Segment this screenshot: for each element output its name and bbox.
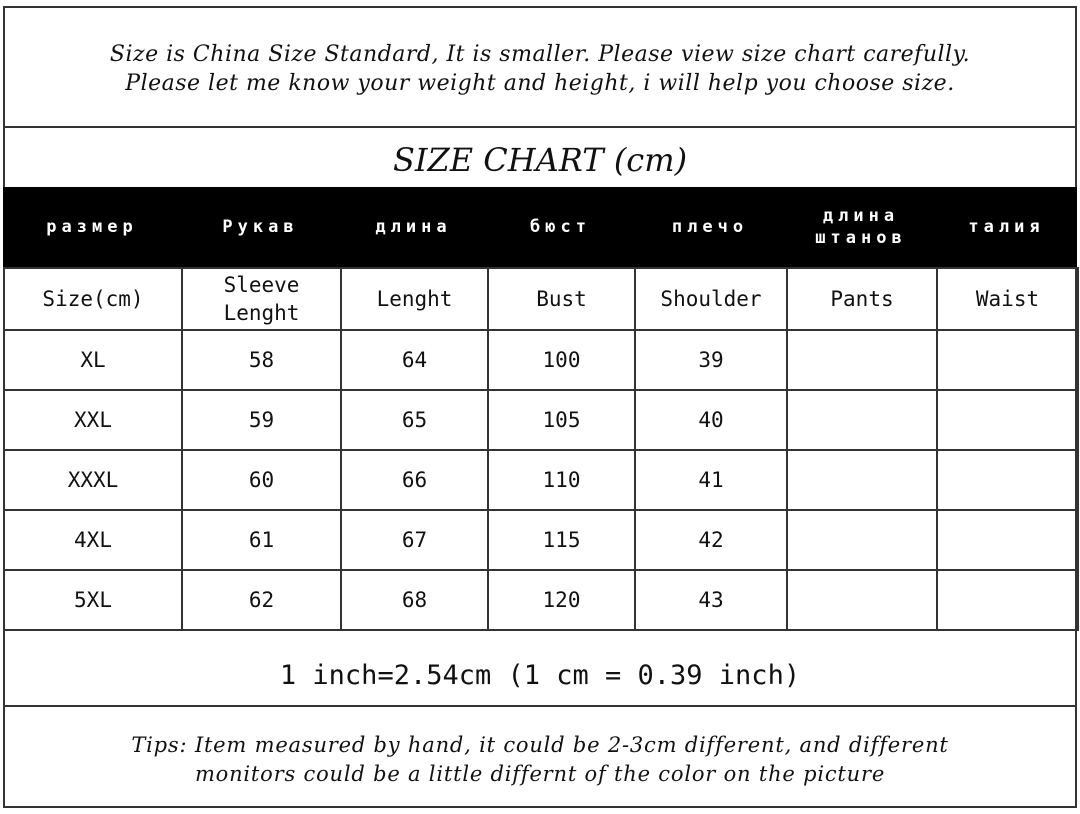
ru-header-sleeve: Рукав bbox=[222, 217, 299, 237]
bust-cell: 105 bbox=[488, 390, 635, 450]
english-header-row bbox=[4, 268, 1078, 330]
length-cell: 67 bbox=[341, 510, 488, 570]
length-cell: 66 bbox=[341, 450, 488, 510]
size-table bbox=[3, 267, 1079, 631]
waist-cell bbox=[937, 330, 1078, 390]
size-cell: XL bbox=[4, 330, 182, 390]
ru-header-shoulder: плечо bbox=[671, 217, 749, 237]
bust-cell: 120 bbox=[488, 570, 635, 630]
bust-cell: 110 bbox=[488, 450, 635, 510]
shoulder-cell: 42 bbox=[635, 510, 787, 570]
ru-header-waist: талия bbox=[968, 217, 1045, 237]
chart-title: SIZE CHART (cm) bbox=[392, 141, 688, 179]
notice-line-2: Please let me know your weight and height, i will help you choose size. bbox=[125, 71, 955, 96]
length-cell: 64 bbox=[341, 330, 488, 390]
waist-cell bbox=[937, 510, 1078, 570]
pants-cell bbox=[787, 510, 937, 570]
sleeve-cell: 59 bbox=[182, 390, 341, 450]
length-cell: 65 bbox=[341, 390, 488, 450]
header-length: Lenght bbox=[341, 268, 488, 330]
tips-line-2: monitors could be a little differnt of the color on the picture bbox=[194, 762, 886, 786]
size-cell: XXXL bbox=[4, 450, 182, 510]
shoulder-cell: 41 bbox=[635, 450, 787, 510]
size-cell: XXL bbox=[4, 390, 182, 450]
pants-cell bbox=[787, 450, 937, 510]
ru-header-bust: бюст bbox=[530, 217, 591, 237]
table-row bbox=[4, 330, 1078, 390]
shoulder-cell: 40 bbox=[635, 390, 787, 450]
size-cell: 5XL bbox=[4, 570, 182, 630]
length-cell: 68 bbox=[341, 570, 488, 630]
pants-cell bbox=[787, 390, 937, 450]
table-row bbox=[4, 390, 1078, 450]
waist-cell bbox=[937, 450, 1078, 510]
table-row bbox=[4, 510, 1078, 570]
bust-cell: 115 bbox=[488, 510, 635, 570]
header-pants: Pants bbox=[787, 268, 937, 330]
divider-line bbox=[3, 126, 1077, 128]
pants-cell bbox=[787, 330, 937, 390]
sleeve-cell: 60 bbox=[182, 450, 341, 510]
table-row bbox=[4, 570, 1078, 630]
header-bust: Bust bbox=[488, 268, 635, 330]
sleeve-cell: 58 bbox=[182, 330, 341, 390]
shoulder-cell: 39 bbox=[635, 330, 787, 390]
size-notice bbox=[0, 40, 1080, 98]
shoulder-cell: 43 bbox=[635, 570, 787, 630]
waist-cell bbox=[937, 570, 1078, 630]
divider-line bbox=[3, 705, 1077, 707]
ru-header-length: длина bbox=[375, 217, 452, 237]
ru-header-pants: длина штанов bbox=[815, 206, 907, 248]
tips-line-1: Tips: Item measured by hand, it could be 2-3cm different, and different bbox=[131, 733, 949, 757]
waist-cell bbox=[937, 390, 1078, 450]
header-sleeve-length: Sleeve Lenght bbox=[182, 268, 341, 330]
ru-header-size: размер bbox=[46, 217, 138, 237]
pants-cell bbox=[787, 570, 937, 630]
tips-note bbox=[0, 731, 1080, 789]
size-cell: 4XL bbox=[4, 510, 182, 570]
header-shoulder: Shoulder bbox=[635, 268, 787, 330]
header-waist: Waist bbox=[937, 268, 1078, 330]
header-size: Size(cm) bbox=[4, 268, 182, 330]
bust-cell: 100 bbox=[488, 330, 635, 390]
unit-conversion: 1 inch=2.54cm (1 cm = 0.39 inch) bbox=[279, 660, 801, 691]
table-row bbox=[4, 450, 1078, 510]
sleeve-cell: 61 bbox=[182, 510, 341, 570]
notice-line-1: Size is China Size Standard, It is smaller. Please view size chart carefully. bbox=[109, 42, 971, 67]
sleeve-cell: 62 bbox=[182, 570, 341, 630]
